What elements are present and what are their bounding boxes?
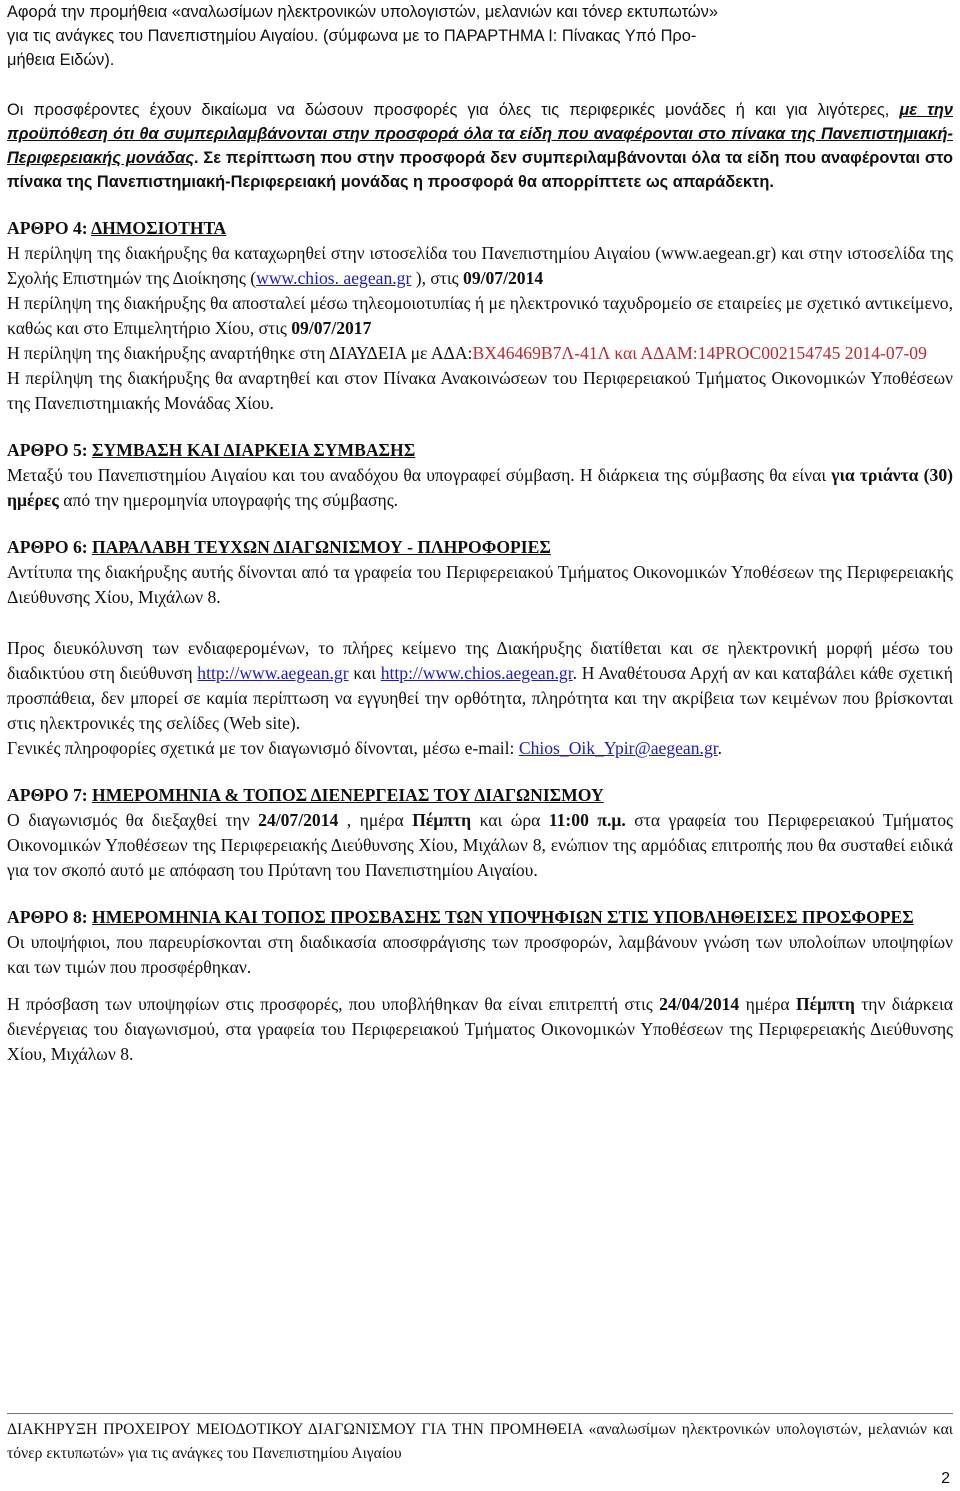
article-6-email: Γενικές πληροφορίες σχετικά με τον διαγωνισμό δίνονται, μέσω e-mail: Chios_Oik_Ypir@aegean.gr. (7, 738, 723, 758)
article-5-text: Μεταξύ του Πανεπιστημίου Αιγαίου και του αναδόχου θα υπογραφεί σύμβαση. Η διάρκεια της σύμβασης θα είναι για τριάντα (30) ημέρες από την ημερομηνία υπογραφής της σύμβασης. (7, 465, 953, 510)
article-4-publication-web: Η περίληψη της διακήρυξης θα καταχωρηθεί στην ιστοσελίδα του Πανεπιστημίου Αιγαίου (www.aegean.gr) και στην ιστοσελίδα της Σχολής Επιστημών της Διοίκησης (www.chios. aegean.gr ), στις 09/07/2014 (7, 243, 953, 288)
article-8-heading: ΑΡΘΡΟ 8: ΗΜΕΡΟΜΗΝΙΑ ΚΑΙ ΤΟΠΟΣ ΠΡΟΣΒΑΣΗΣ ΤΩΝ ΥΠΟΨΗΦΙΩΝ ΣΤΙΣ ΥΠΟΒΛΗΘΕΙΣΕΣ ΠΡΟΣΦΟΡΕΣ (7, 907, 914, 927)
aegean-link[interactable]: http://www.aegean.gr (197, 663, 349, 683)
article-8-access: Η πρόσβαση των υποψηφίων στις προσφορές, που υποβλήθηκαν θα είναι επιτρεπτή στις 24/04/2014 ημέρα Πέμπτη την διάρκεια διενέργειας του διαγωνισμού, στα γραφεία του Περιφερειακού Τμήματος Οικονομικών Υποθέσεων της Περιφερειακής Διεύθυνσης Χίου, Μιχάλων 8. (7, 994, 953, 1064)
article-4-heading: ΑΡΘΡΟ 4: ΔΗΜΟΣΙΟΤΗΤΑ (7, 218, 227, 238)
article-6-copies: Αντίτυπα της διακήρυξης αυτής δίνονται από τα γραφεία του Περιφερειακού Τμήματος Οικονομικών Υποθέσεων της Περιφερειακής Διεύθυνσης Χίου, Μιχάλων 8. (7, 562, 953, 607)
offers-text: Οι προσφέροντες έχουν δικαίωμα να δώσουν προσφορές για όλες τις περιφερικές μονάδες ή και για λιγότερες, (7, 101, 900, 119)
article-5-heading: ΑΡΘΡΟ 5: ΣΥΜΒΑΣΗ ΚΑΙ ΔΙΑΡΚΕΙΑ ΣΥΜΒΑΣΗΣ (7, 440, 416, 460)
article-4-publication-fax: Η περίληψη της διακήρυξης θα αποσταλεί μέσω τηλεομοιοτυπίας ή με ηλεκτρονικό ταχυδρομείο σε εταιρείες με σχετικό αντικείμενο, καθώς και στο Επιμελητήριο Χίου, στις 09/07/2017 (7, 293, 953, 338)
article-4-diavgeia: Η περίληψη της διακήρυξης αναρτήθηκε στη ΔΙΑΥΔΕΙΑ με ΑΔΑ:ΒΧ46469Β7Λ-41Λ και ΑΔΑΜ:14PROC002154745 2014-07-09 (7, 343, 927, 363)
page-number: 2 (941, 1470, 950, 1487)
article-7-text: Ο διαγωνισμός θα διεξαχθεί την 24/07/2014 , ημέρα Πέμπτη και ώρα 11:00 π.μ. στα γραφεία του Περιφερειακού Τμήματος Οικονομικών Υποθέσεων της Περιφερειακής Διεύθυνσης Χίου, Μιχάλων 8, ενώπιον της αρμόδιας επιτροπής που θα συσταθεί ειδικά για τον σκοπό αυτό με απόφαση του Πρύτανη του Πανεπιστημίου Αιγαίου. (7, 810, 953, 880)
intro-paragraph (7, 0, 953, 72)
article-4-board: Η περίληψη της διακήρυξης θα αναρτηθεί και στον Πίνακα Ανακοινώσεων του Περιφερειακού Τμήματος Οικονομικών Υποθέσεων της Πανεπιστημιακής Μονάδας Χίου. (7, 368, 953, 413)
article-8-attendees: Οι υποψήφιοι, που παρευρίσκονται στη διαδικασία αποσφράγισης των προσφορών, λαμβάνουν γνώση των υπολοίπων υποψηφίων και των τιμών που προσφέρθηκαν. (7, 932, 953, 977)
offers-condition: με την προϋπόθεση ότι θα συμπεριλαμβάνονται στην προσφορά όλα τα είδη που αναφέρονται στο πίνακα της Πανεπιστημιακή-Περιφερειακής μονάδας (7, 101, 953, 167)
article-6-heading: ΑΡΘΡΟ 6: ΠΑΡΑΛΑΒΗ ΤΕΥΧΩΝ ΔΙΑΓΩΝΙΣΜΟΥ - ΠΛΗΡΟΦΟΡΙΕΣ (7, 537, 551, 557)
article-6-online: Προς διευκόλυνση των ενδιαφερομένων, το πλήρες κείμενο της Διακήρυξης διατίθεται και σε ηλεκτρονική μορφή μέσω του διαδικτύου στη διεύθυνση http://www.aegean.gr και http://www.chios.aegean.gr. Η Αναθέτουσα Αρχή αν και καταβάλει κάθε σχετική προσπάθεια, δεν μπορεί σε καμία περίπτωση να εγγυηθεί την ορθότητα, πληρότητα και την ακρίβεια των κειμένων που βρίσκονται στις ηλεκτρονικές της σελίδες (Web site). (7, 638, 953, 733)
intro-line: για τις ανάγκες του Πανεπιστημίου Αιγαίου. (σύμφωνα με το ΠΑΡΑΡΤΗΜΑ Ι: Πίνακας Υπό Προ- (7, 27, 697, 45)
offers-paragraph (7, 98, 953, 194)
document-page (7, 0, 953, 1067)
chios-link[interactable]: www.chios. aegean.gr (256, 268, 412, 288)
chios-aegean-link[interactable]: http://www.chios.aegean.gr (380, 663, 573, 683)
article-7-heading: ΑΡΘΡΟ 7: ΗΜΕΡΟΜΗΝΙΑ & ΤΟΠΟΣ ΔΙΕΝΕΡΓΕΙΑΣ ΤΟΥ ΔΙΑΓΩΝΙΣΜΟΥ (7, 785, 604, 805)
page-footer: ΔΙΑΚΗΡΥΞΗ ΠΡΟΧΕΙΡΟΥ ΜΕΙΟΔΟΤΙΚΟΥ ΔΙΑΓΩΝΙΣΜΟΥ ΓΙΑ ΤΗΝ ΠΡΟΜΗΘΕΙΑ «αναλωσίμων ηλεκτρονικών υπολογιστών, μελανιών και τόνερ εκτυπωτών» για τις ανάγκες του Πανεπιστημίου Αιγαίου (7, 1413, 953, 1466)
offers-rejection: . Σε περίπτωση που στην προσφορά δεν συμπεριλαμβάνονται όλα τα είδη που αναφέρονται στο πίνακα της Πανεπιστημιακή-Περιφερειακή μονάδας η προσφορά θα απορρίπτετε ως απαράδεκτη. (7, 149, 953, 191)
email-link[interactable]: Chios_Oik_Ypir@aegean.gr (518, 738, 718, 758)
intro-line: μήθεια Ειδών). (7, 51, 115, 69)
intro-line: Αφορά την προμήθεια «αναλωσίμων ηλεκτρονικών υπολογιστών, μελανιών και τόνερ εκτυπωτών» (7, 3, 718, 21)
